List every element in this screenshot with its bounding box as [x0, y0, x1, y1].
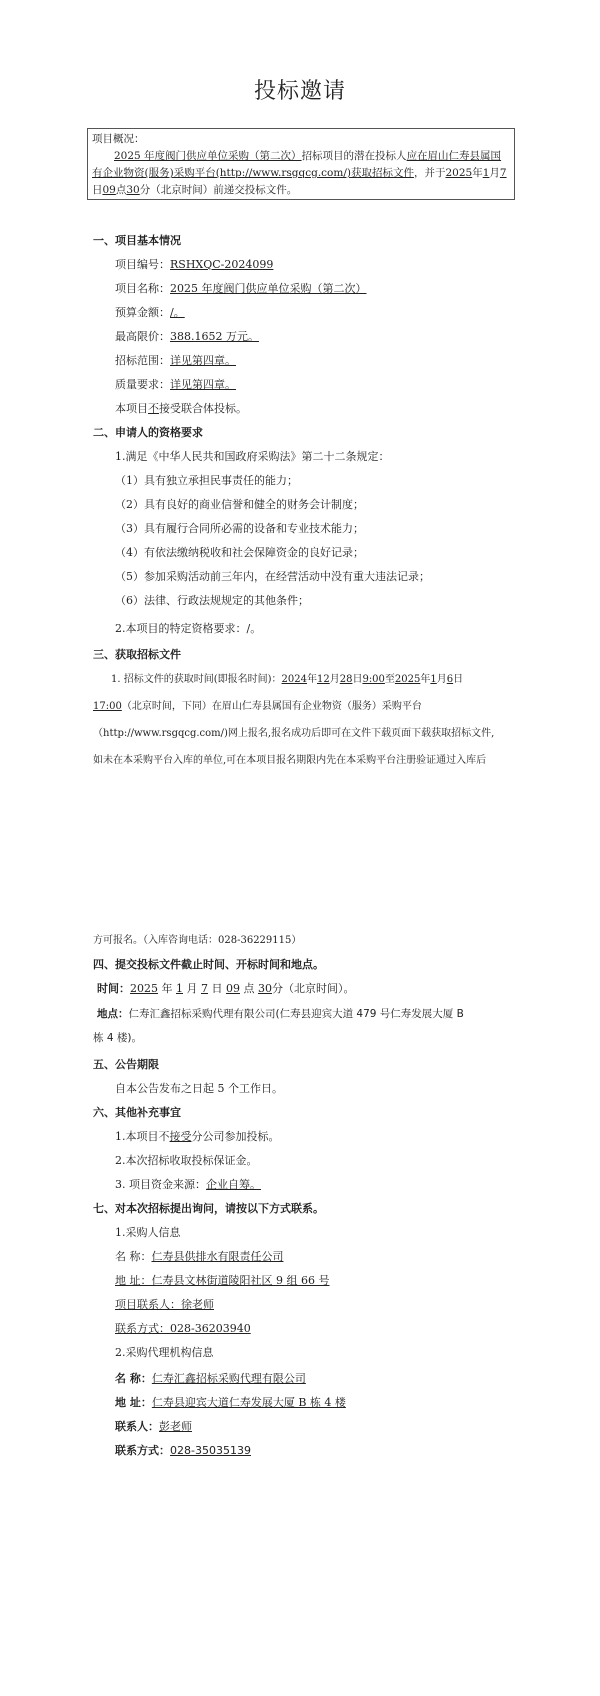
s3-line-2: 17:00（北京时间，下同）在眉山仁寿县属国有企业物资（服务）采购平台 [93, 701, 422, 712]
s3-line-1: 1. 招标文件的获取时间(即报名时间)：2024年12月28日9:00至2025年1月6日 [111, 674, 464, 685]
overview-label: 项目概况： [92, 133, 145, 145]
supplement-2: 2.本次招标收取投标保证金。 [115, 1154, 258, 1167]
section3-heading: 三、获取招标文件 [93, 648, 181, 661]
agent-title: 2.采购代理机构信息 [115, 1346, 214, 1359]
buyer-name: 名 称：仁寿县供排水有限责任公司 [115, 1250, 284, 1263]
supplement-1: 1.本项目不接受分公司参加投标。 [115, 1130, 280, 1143]
section2-heading: 二、申请人的资格要求 [93, 426, 203, 439]
agent-address: 地 址：仁寿县迎宾大道仁寿发展大厦 B 栋 4 楼 [115, 1396, 346, 1409]
condition-6: （6）法律、行政法规规定的其他条件； [115, 594, 309, 607]
supplement-3: 3. 项目资金来源：企业自筹。 [115, 1178, 261, 1191]
s3-line-5: 方可报名。（入库咨询电话：028-36229115） [93, 935, 302, 946]
deadline-place: 地点：仁寿汇鑫招标采购代理有限公司(仁寿县迎宾大道 479 号仁寿发展大厦 B [97, 1008, 464, 1020]
joint-bid-note: 本项目不接受联合体投标。 [115, 402, 247, 415]
max-price: 最高限价：388.1652 万元。 [115, 330, 259, 343]
condition-4: （4）有依法缴纳税收和社会保障资金的良好记录； [115, 546, 364, 559]
buyer-contact: 项目联系人：徐老师 [115, 1298, 214, 1311]
section3-paragraph [93, 666, 508, 774]
agent-name: 名 称：仁寿汇鑫招标采购代理有限公司 [115, 1372, 306, 1385]
condition-2: （2）具有良好的商业信誉和健全的财务会计制度； [115, 498, 364, 511]
overview-box [87, 128, 515, 200]
qualification-item-1: 1.满足《中华人民共和国政府采购法》第二十二条规定： [115, 450, 390, 463]
agent-contact: 联系人：彭老师 [115, 1420, 192, 1433]
section5-heading: 五、公告期限 [93, 1058, 159, 1071]
condition-5: （5）参加采购活动前三年内，在经营活动中没有重大违法记录； [115, 570, 430, 583]
budget: 预算金额：/。 [115, 306, 185, 319]
overview-text: 2025 年度阀门供应单位采购（第二次）招标项目的潜在投标人应在眉山仁寿县属国有企业物资(服务)采购平台(http://www.rsgqcg.com/)获取招标文件，并于2025年1月7日09点30分（北京时间）前递交投标文件。 [92, 150, 507, 196]
s3-line-3: （http://www.rsgqcg.com/)网上报名,报名成功后即可在文件下载页面下载获取招标文件, [93, 728, 495, 739]
scope: 招标范围：详见第四章。 [115, 354, 236, 367]
section4-heading: 四、提交投标文件截止时间、开标时间和地点。 [93, 958, 324, 971]
qualification-item-2: 2.本项目的特定资格要求：/。 [115, 622, 262, 635]
buyer-address: 地 址：仁寿县文林街道陵阳社区 9 组 66 号 [115, 1274, 330, 1287]
section1-heading: 一、项目基本情况 [93, 234, 181, 247]
buyer-phone: 联系方式：028-36203940 [115, 1322, 251, 1335]
quality: 质量要求：详见第四章。 [115, 378, 236, 391]
buyer-title: 1.采购人信息 [115, 1226, 181, 1239]
agent-phone: 联系方式：028-35035139 [115, 1444, 251, 1457]
condition-3: （3）具有履行合同所必需的设备和专业技术能力； [115, 522, 364, 535]
section7-heading: 七、对本次招标提出询问，请按以下方式联系。 [93, 1202, 324, 1215]
project-code: 项目编号：RSHXQC-2024099 [115, 258, 274, 271]
condition-1: （1）具有独立承担民事责任的能力； [115, 474, 298, 487]
deadline-place-cont: 栋 4 楼)。 [93, 1032, 142, 1044]
deadline-time: 时间：2025 年 1 月 7 日 09 点 30分（北京时间）。 [97, 982, 355, 995]
notice-period: 自本公告发布之日起 5 个工作日。 [115, 1082, 283, 1095]
section6-heading: 六、其他补充事宜 [93, 1106, 181, 1119]
project-name: 项目名称：2025 年度阀门供应单位采购（第二次） [115, 282, 367, 295]
s3-line-4: 如未在本采购平台入库的单位,可在本项目报名期限内先在本采购平台注册验证通过入库后 [93, 755, 487, 766]
page-title: 投标邀请 [253, 79, 346, 104]
